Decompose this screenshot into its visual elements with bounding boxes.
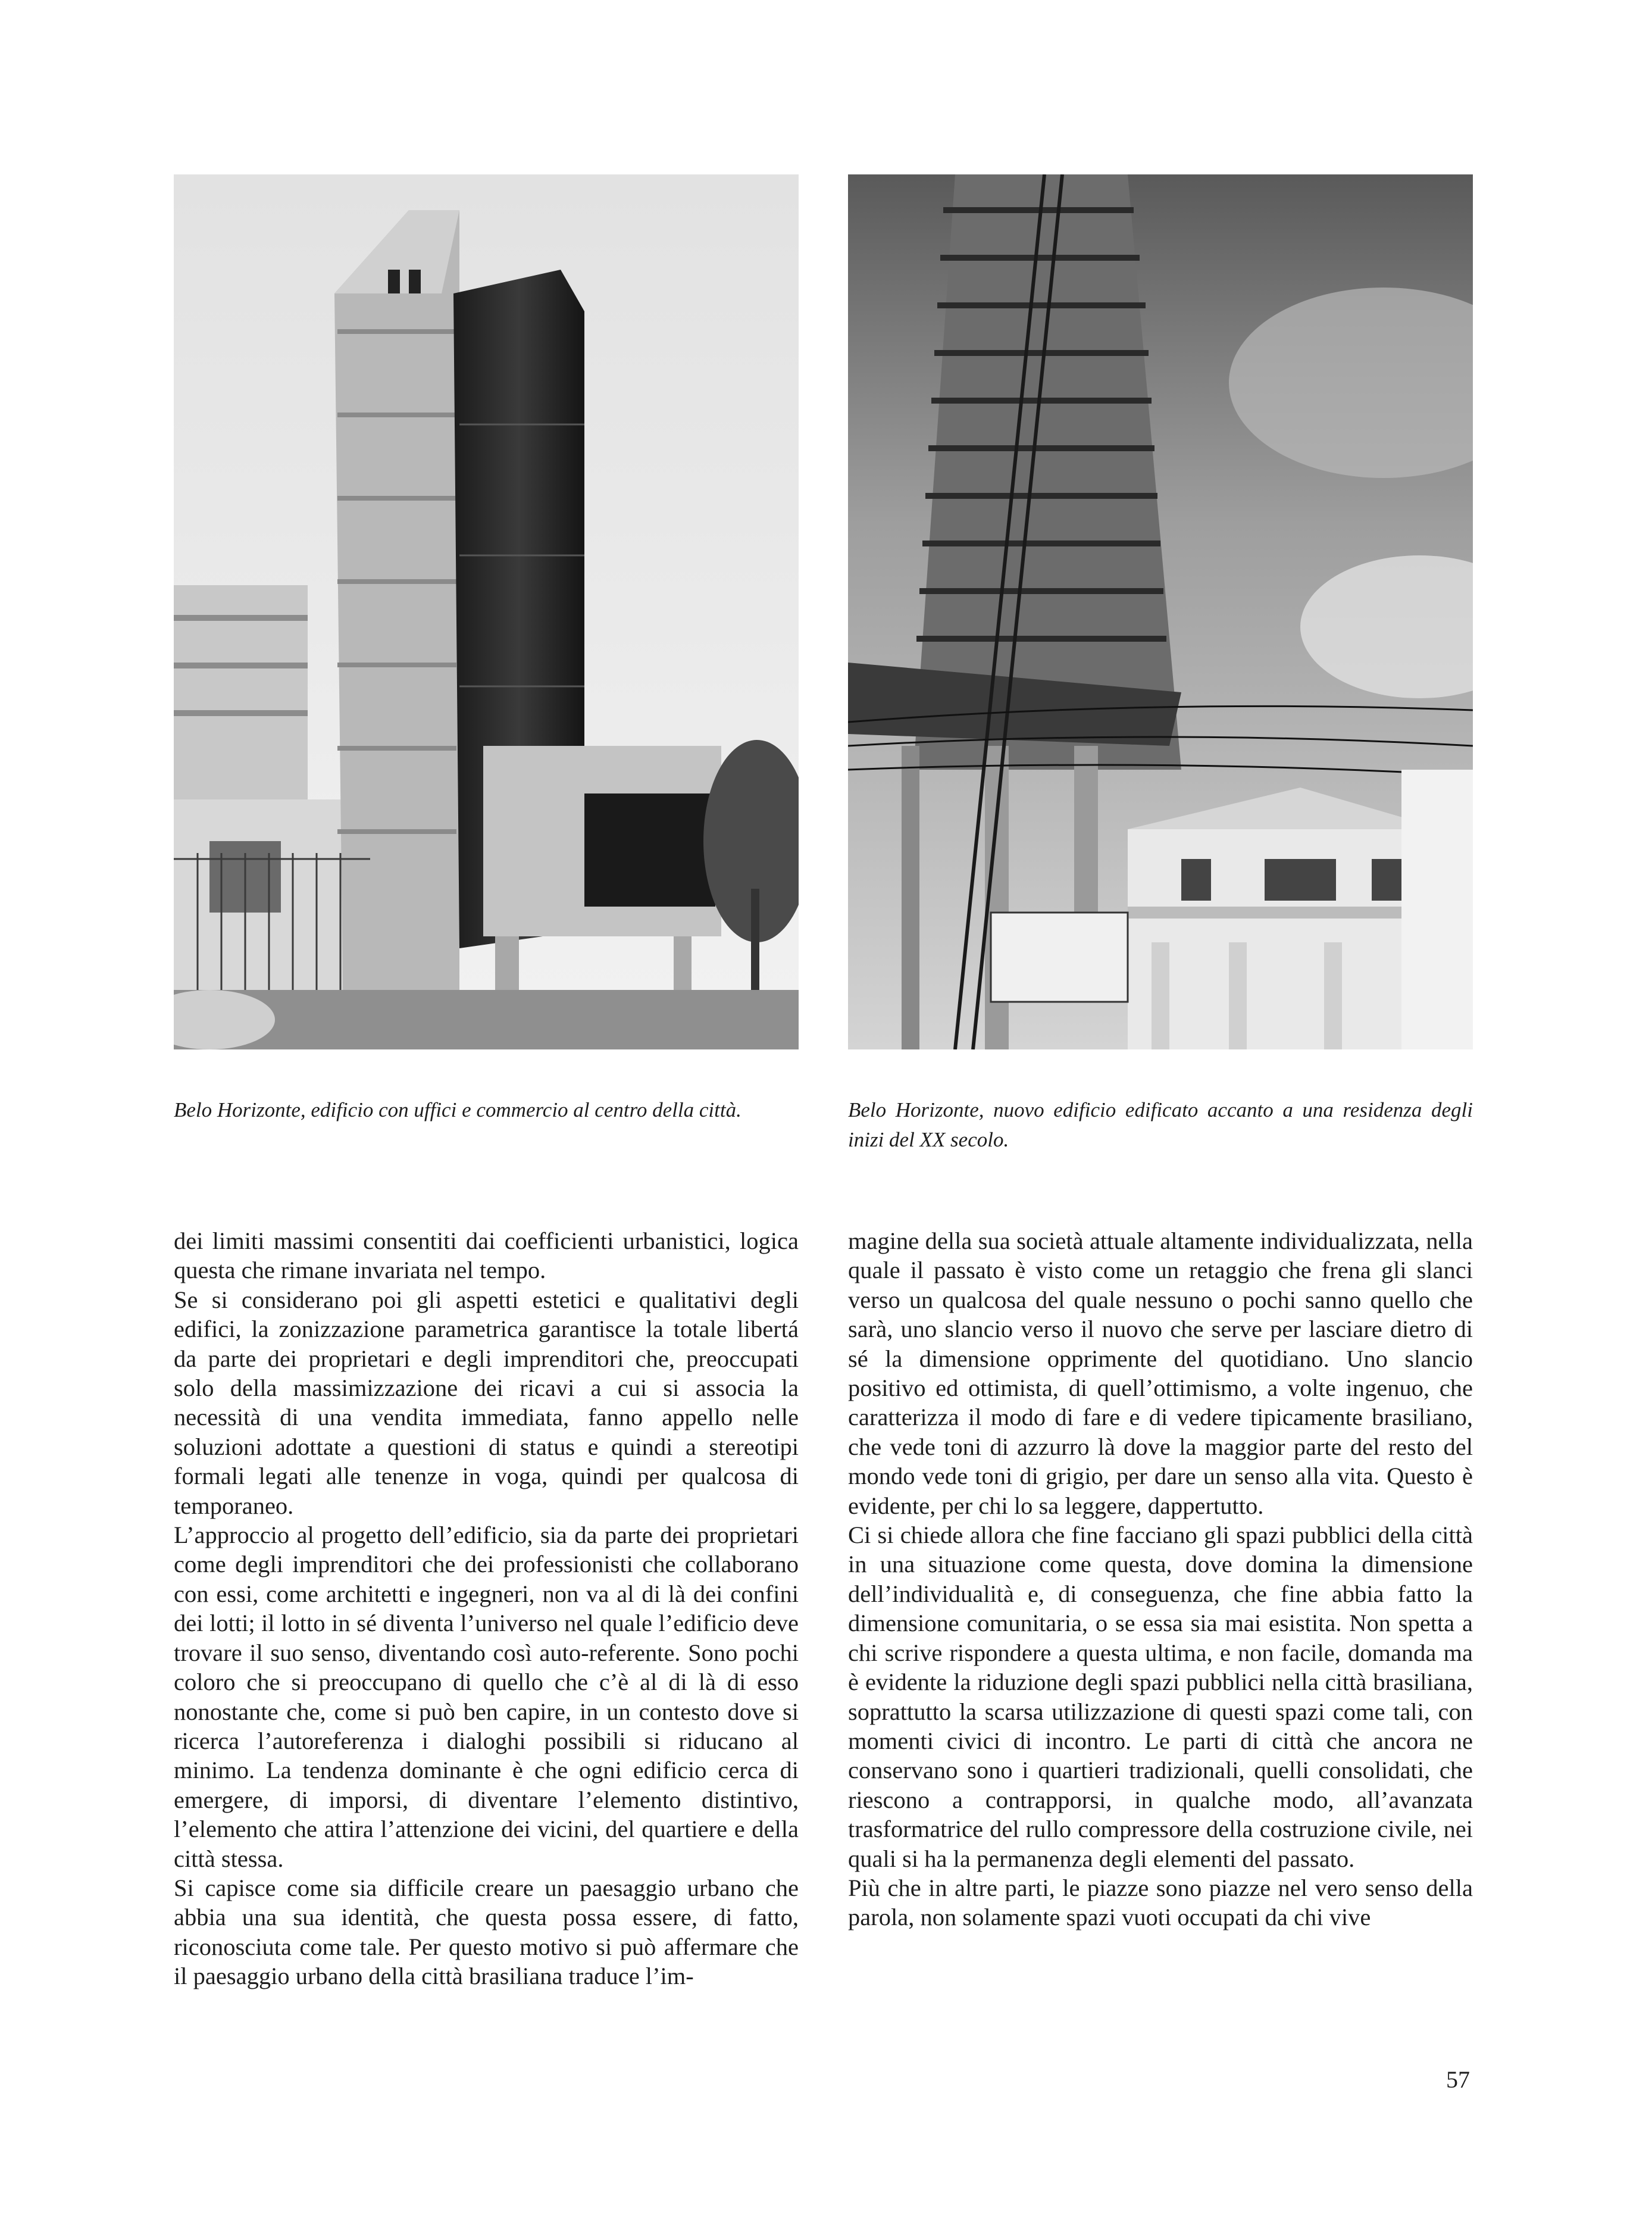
photo-office-tower (174, 174, 799, 1049)
photo-new-building (848, 174, 1473, 1049)
photo-office-tower-image (174, 174, 799, 1049)
text-column-left (174, 1226, 799, 1991)
paragraph: dei limiti massimi consentiti dai coefficienti urbanistici, logica questa che rimane invariata nel tempo. (174, 1227, 799, 1284)
figure-caption-left: Belo Horizonte, edificio con uffici e commercio al centro della città. (174, 1098, 741, 1121)
page-number: 57 (1446, 2066, 1470, 2093)
paragraph: Ci si chiede allora che fine facciano gli spazi pubblici della città in una situazione come questa, dove domina la dimensione dell’individualità e, di conseguenza, che fine abbia fatto la dimensione comunitaria, o se essa sia mai esistita. Non spetta a chi scrive rispondere a questa ultima, e non facile, domanda ma è evidente la riduzione degli spazi pubblici nella città brasiliana, soprattutto la scarsa utilizzazione di questi spazi come tali, con momenti civici di incontro. Le parti di città che ancora ne conservano sono i quartieri tradizionali, quelli consolidati, che riescono a contrapporsi, in qualche modo, all’avanzata trasformatrice del rullo compressore della costruzione civile, nei quali si ha la permanenza degli elementi del passato. (848, 1522, 1473, 1872)
paragraph: Se si considerano poi gli aspetti estetici e qualitativi degli edifici, la zonizzazione parametrica garantisce la totale libertá da parte dei proprietari e degli imprenditori che, preoccupati solo della massimizzazione dei ricavi a cui si associa la necessità di una vendita immediata, fanno appello nelle soluzioni adottate a questioni di status e quindi a stereotipi formali legati alle tenenze in voga, quindi per qualcosa di temporaneo. (174, 1286, 799, 1519)
paragraph: magine della sua società attuale altamente individualizzata, nella quale il passato è visto come un retaggio che frena gli slanci verso un qualcosa del quale nessuno o pochi sanno quello che sarà, uno slancio verso il nuovo che serve per lasciare dietro di sé la dimensione opprimente del quotidiano. Uno slancio positivo ed ottimista, di quell’ottimismo, a volte ingenuo, che caratterizza il modo di fare e di vedere tipicamente brasiliano, che vede toni di azzurro là dove la maggior parte del resto del mondo vede toni di grigio, per dare un senso alla vita. Questo è evidente, per chi lo sa leggere, dappertutto. (848, 1227, 1473, 1519)
paragraph: Più che in altre parti, le piazze sono piazze nel vero senso della parola, non solamente spazi vuoti occupati da chi vive (848, 1874, 1473, 1931)
text-column-right (848, 1226, 1473, 1932)
photo-new-building-image (848, 174, 1473, 1049)
paragraph: L’approccio al progetto dell’edificio, sia da parte dei proprietari come degli imprenditori che dei professionisti che collaborano con essi, come architetti e ingegneri, non va al di là dei confini dei lotti; il lotto in sé diventa l’universo nel quale l’edificio deve trovare il suo senso, diventando così auto-referente. Sono pochi coloro che si preoccupano di quello che c’è al di là di esso nonostante che, come si può ben capire, in un contesto dove si ricerca l’autoreferenza i dialoghi possibili si riducano al minimo. La tendenza dominante è che ogni edificio cerca di emergere, di imporsi, di diventare l’elemento distintivo, l’elemento che attira l’attenzione dei vicini, del quartiere e della città stessa. (174, 1522, 799, 1872)
figure-caption-right: Belo Horizonte, nuovo edificio edificato accanto a una residenza degli inizi del XX secolo. (848, 1098, 1473, 1151)
paragraph: Si capisce come sia difficile creare un paesaggio urbano che abbia una sua identità, che questa possa essere, di fatto, riconosciuta come tale. Per questo motivo si può affermare che il paesaggio urbano della città brasiliana traduce l’im- (174, 1874, 799, 1990)
